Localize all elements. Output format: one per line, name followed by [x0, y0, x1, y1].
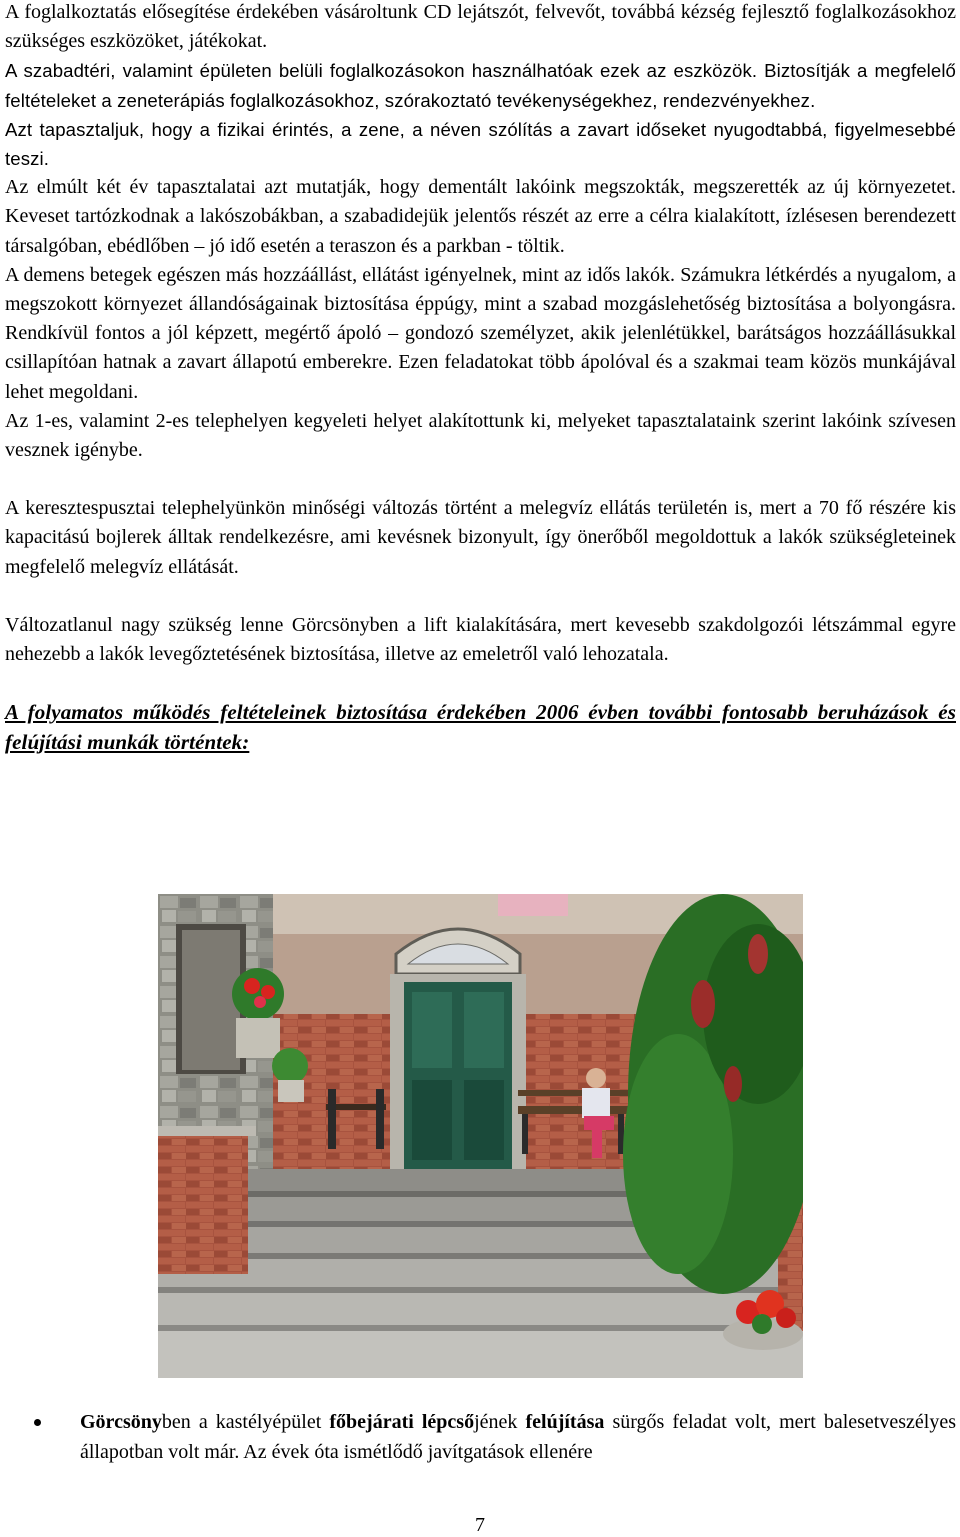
paragraph-touch-music: Azt tapasztaljuk, hogy a fizikai érintés, a zene, a néven szólítás a zavart időseket nyugodtabbá, figyelmesebbé teszi.: [5, 118, 956, 170]
bullet-text: [80, 1408, 956, 1467]
text-segment: ben a kastélyépület: [161, 1411, 330, 1433]
entrance-stairs-photo: [158, 894, 803, 1378]
section-heading: A folyamatos működés feltételeinek biztosítása érdekében 2006 évben további fontosabb beruházások és felújítási munkák történtek:: [5, 700, 956, 754]
paragraph-memorial-place: Az 1-es, valamint 2-es telephelyen kegyeleti helyet alakítottunk ki, melyeket tapasztalataink szerint lakóink szívesen vesznek igénybe.: [5, 409, 956, 462]
paragraph-spacer: [5, 669, 956, 698]
paragraph-activities: A szabadtéri, valamint épületen belüli foglalkozásokon használhatóak ezek az eszközök. Biztosítják a megfelelő feltételeket a zeneterápiás foglalkozásokhoz, szórakoztató tevékenységekhez, rendezvényekhez.: [5, 60, 956, 111]
paragraph-equipment: A foglalkoztatás elősegítése érdekében vásároltunk CD lejátszót, felvevőt, továbbá kézség fejlesztő foglalkozásokhoz szükséges eszközöket, játékokat.: [5, 1, 956, 53]
page-number: 7: [475, 1514, 485, 1536]
paragraph-experience: Az elmúlt két év tapasztalatai azt mutatják, hogy dementált lakóink megszokták, megszerették az új környezetet. Keveset tartózkodnak a lakószobákban, a szabadidejük jelentős részét az erre a célra kialakított, ízlésesen berendezett társalgóban, ebédlőben – jó idő esetén a teraszon és a parkban - töltik.: [5, 176, 956, 257]
paragraph-lift: Változatlanul nagy szükség lenne Görcsönyben a lift kialakítására, mert kevesebb szakdolgozói létszámmal egyre nehezebb a lakók levegőztetésének biztosítása, illetve az emeletről való lehozatala.: [5, 613, 956, 666]
bold-renovation: felújítása: [525, 1411, 605, 1433]
text-segment: jének: [474, 1411, 526, 1433]
paragraph-spacer: [5, 582, 956, 611]
paragraph-spacer: [5, 465, 956, 494]
bullet-dot-icon: [34, 1419, 41, 1426]
document-page: [5, 0, 956, 757]
paragraph-hot-water: A keresztespusztai telephelyünkön minőségi változás történt a melegvíz ellátás területén is, mert a 70 fő részére kis kapacitású bojlerek álltak rendelkezésre, ami kevésnek bizonyult, így önerőből megoldottuk a lakók szükségleteinek megfelelő melegvíz ellátását.: [5, 497, 956, 578]
bold-entrance-stairs: főbejárati lépcső: [329, 1411, 475, 1433]
text-segment: sürgős feladat volt, mert balesetveszélyes állapotban volt már. Az évek óta ismétlődő javítgatások ellenére: [80, 1411, 956, 1463]
paragraph-dementia-care: A demens betegek egészen más hozzáállást, ellátást igényelnek, mint az idős lakók. Számukra létkérdés a nyugalom, a megszokott környezet állandóságainak biztosítása éppúgy, mint a szabad mozgáslehetőség biztosítása a bolyongásra. Rendkívül fontos a jól képzett, megértő ápoló – gondozó személyzet, akik jelenlétükkel, barátságos hozzáállásukkal csillapítóan hatnak a zavart állapotú emberekre. Ezen feladatokat több ápolóval és a szakmai team közös munkájával lehet megoldani.: [5, 263, 956, 403]
bold-place: Görcsöny: [80, 1411, 162, 1433]
